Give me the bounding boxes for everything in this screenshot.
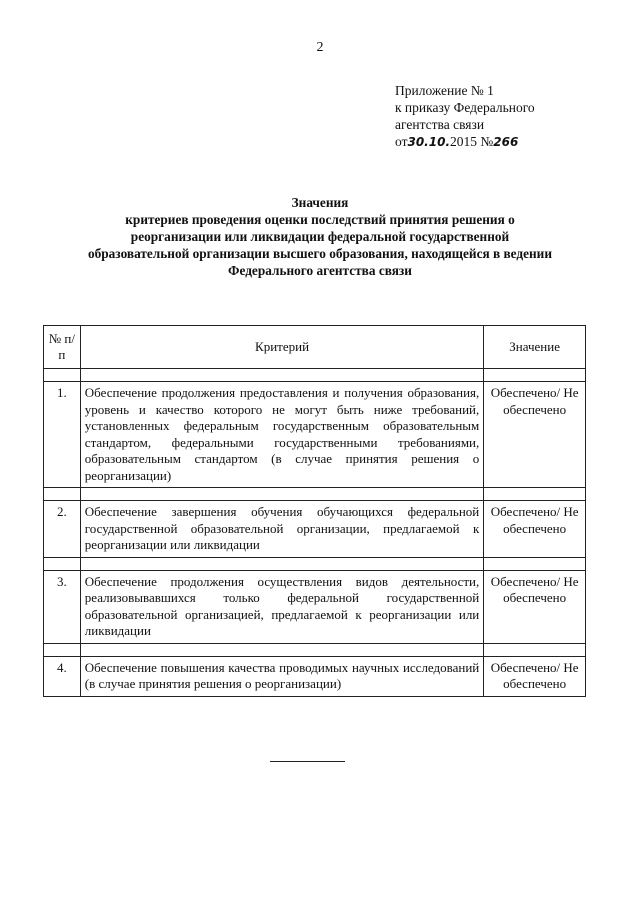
row-criterion: Обеспечение завершения обучения обучающихся федеральной государственной образовательной организации, предлагаемой к реорганизации или ликвидации — [80, 501, 483, 558]
header-value: Значение — [484, 326, 586, 369]
appendix-date-line — [395, 133, 535, 151]
title-line-5: Федерального агентства связи — [228, 263, 412, 278]
row-number: 3. — [44, 570, 81, 643]
table-row — [44, 656, 586, 696]
table-row — [44, 570, 586, 643]
date-prefix: от — [395, 134, 408, 149]
title-line-4: образовательной организации высшего образования, находящейся в ведении — [87, 246, 553, 261]
date-year: 2015 № — [450, 134, 494, 149]
header-number: № п/п — [44, 326, 81, 369]
table-spacer — [44, 488, 586, 501]
row-number: 1. — [44, 382, 81, 488]
row-number: 2. — [44, 501, 81, 558]
table-row — [44, 382, 586, 488]
row-criterion: Обеспечение повышения качества проводимых научных исследований (в случае принятия решения о реорганизации) — [80, 656, 483, 696]
table-header-row — [44, 326, 586, 369]
handwritten-order-number: 266 — [493, 135, 519, 149]
row-value: Обеспечено/ Не обеспечено — [484, 382, 586, 488]
title-line-3: реорганизации или ликвидации федеральной государственной — [130, 229, 510, 244]
document-title — [30, 194, 610, 279]
table-spacer — [44, 557, 586, 570]
row-value: Обеспечено/ Не обеспечено — [484, 501, 586, 558]
appendix-line-3: агентства связи — [395, 117, 485, 132]
handwritten-date: 30.10. — [407, 135, 450, 149]
criteria-table — [43, 325, 586, 697]
title-line-1: Значения — [291, 195, 349, 210]
appendix-block — [395, 82, 535, 151]
header-criterion: Критерий — [80, 326, 483, 369]
end-rule-divider — [270, 761, 345, 762]
row-value: Обеспечено/ Не обеспечено — [484, 656, 586, 696]
table-spacer — [44, 643, 586, 656]
appendix-line-2: к приказу Федерального — [395, 100, 535, 115]
table-row — [44, 501, 586, 558]
page-number: 2 — [316, 40, 324, 55]
appendix-line-1: Приложение № 1 — [395, 83, 494, 98]
row-value: Обеспечено/ Не обеспечено — [484, 570, 586, 643]
title-line-2: критериев проведения оценки последствий принятия решения о — [125, 212, 515, 227]
row-number: 4. — [44, 656, 81, 696]
row-criterion: Обеспечение продолжения предоставления и получения образования, уровень и качество которого не могут быть ниже требований, установленных федеральным государственным образовательным стандартом, федеральными государственными требованиями, образовательным стандартом (в случае принятия решения о реорганизации) — [80, 382, 483, 488]
row-criterion: Обеспечение продолжения осуществления видов деятельности, реализовывавшихся только федеральной государственной образовательной организацией, предлагаемой к реорганизации или ликвидации — [80, 570, 483, 643]
table-spacer — [44, 369, 586, 382]
